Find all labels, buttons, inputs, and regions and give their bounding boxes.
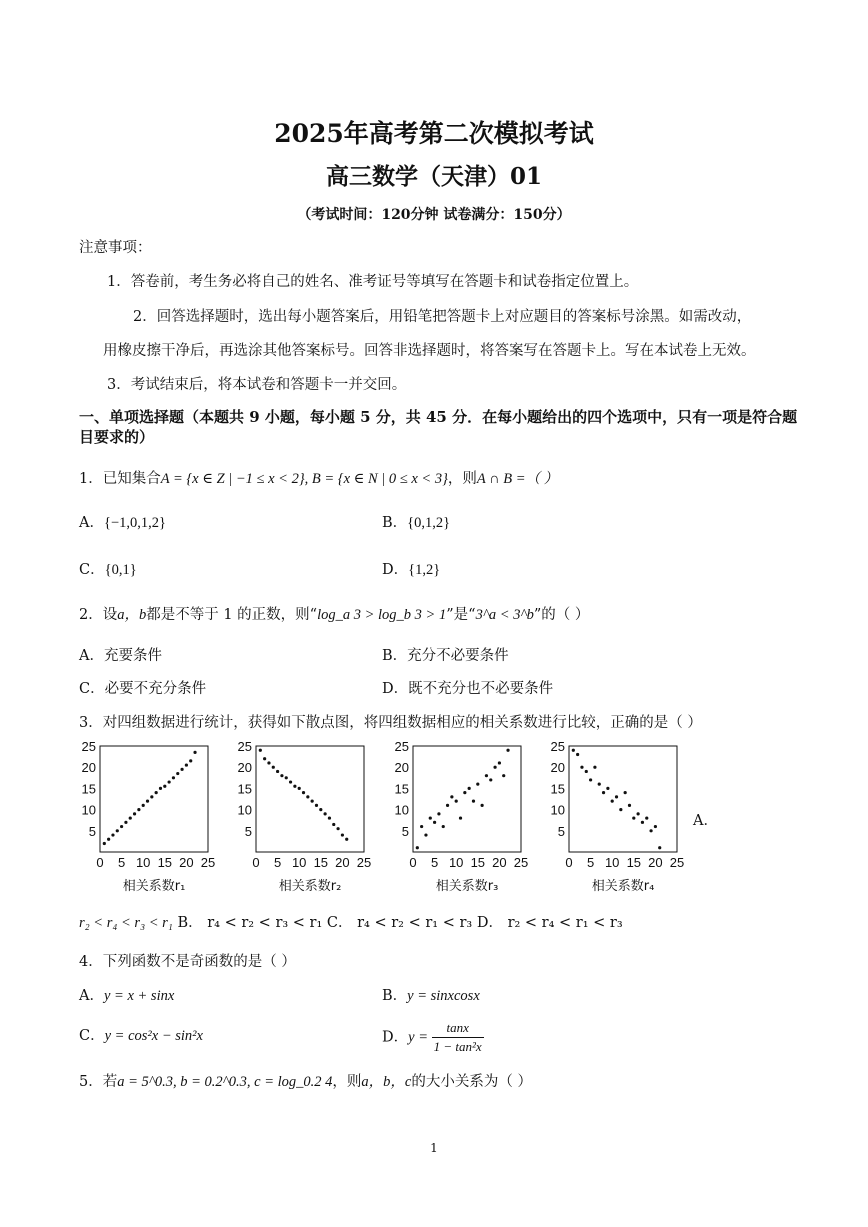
y-tick-label: 25 xyxy=(550,739,565,754)
x-tick-label: 20 xyxy=(648,855,663,870)
data-point xyxy=(285,776,288,779)
data-point xyxy=(124,821,127,824)
q5-values: a = 5^0.3, b = 0.2^0.3, c = log_0.2 4 xyxy=(117,1074,333,1090)
y-tick-label: 5 xyxy=(557,823,565,839)
data-point xyxy=(498,761,501,764)
data-point xyxy=(611,800,614,803)
data-point xyxy=(302,791,305,794)
data-point xyxy=(637,812,640,815)
exam-subtitle: 高三数学（天津）01 xyxy=(325,163,542,190)
question-2: 2．设a，b都是不等于 1 的正数，则“log_a 3 > log_b 3 > 1”是“3^a < 3^b”的（ ） xyxy=(79,607,590,623)
y-tick-label: 10 xyxy=(81,802,96,818)
exam-title: 2025年高考第二次模拟考试 xyxy=(274,119,594,148)
question-3: 3．对四组数据进行统计，获得如下散点图，将四组数据相应的相关系数进行比较，正确的是（ ） xyxy=(79,715,702,731)
data-point xyxy=(416,846,419,849)
q2-option-d: D．既不充分也不必要条件 xyxy=(382,681,554,697)
data-point xyxy=(455,800,458,803)
x-tick-label: 10 xyxy=(448,855,464,870)
data-point xyxy=(168,780,171,783)
data-point xyxy=(433,821,436,824)
data-point xyxy=(150,795,153,798)
x-tick-label: 0 xyxy=(409,855,417,870)
question-1: 1．已知集合A = {x ∈ Z | −1 ≤ x < 2}, B = {x ∈ N | 0 ≤ x < 3}，则A ∩ B =（ ） xyxy=(79,471,559,487)
data-point xyxy=(628,804,631,807)
data-point xyxy=(345,838,348,841)
x-tick-label: 20 xyxy=(179,855,194,870)
x-tick-label: 10 xyxy=(604,855,620,870)
data-point xyxy=(146,800,149,803)
x-tick-label: 0 xyxy=(252,855,260,870)
x-tick-label: 25 xyxy=(513,855,529,870)
plot-frame xyxy=(413,746,521,852)
x-tick-label: 25 xyxy=(356,855,372,870)
data-point xyxy=(103,842,106,845)
y-tick-label: 15 xyxy=(237,781,252,797)
scatter-plot-2 xyxy=(238,739,372,894)
data-point xyxy=(324,812,327,815)
q4-option-c: C．y = cos²x − sin²x xyxy=(79,1028,203,1044)
plot-xlabel: 相关系数r₂ xyxy=(278,879,342,894)
y-tick-label: 5 xyxy=(401,823,409,839)
data-point xyxy=(137,808,140,811)
data-point xyxy=(502,774,505,777)
notice-item-1: 1．答卷前，考生务必将自己的姓名、准考证号等填写在答题卡和试卷指定位置上。 xyxy=(107,274,639,290)
x-tick-label: 25 xyxy=(200,855,216,870)
q2-option-c: C．必要不充分条件 xyxy=(79,681,207,697)
data-point xyxy=(615,795,618,798)
exam-info: （考试时间：120分钟 试卷满分：150分） xyxy=(297,207,571,223)
x-tick-label: 0 xyxy=(96,855,104,870)
data-point xyxy=(580,766,583,769)
q1-option-c: C．{0,1} xyxy=(79,562,137,578)
data-point xyxy=(481,804,484,807)
data-point xyxy=(332,823,335,826)
data-point xyxy=(193,751,196,754)
scatter-plot-3 xyxy=(395,739,529,894)
q4-option-b: B．y = sinxcosx xyxy=(382,988,480,1004)
data-point xyxy=(289,780,292,783)
plot-frame xyxy=(569,746,677,852)
data-point xyxy=(107,838,110,841)
y-tick-label: 20 xyxy=(81,760,96,776)
scatter-plot-1 xyxy=(82,739,216,894)
x-tick-label: 10 xyxy=(291,855,307,870)
data-point xyxy=(489,778,492,781)
data-point xyxy=(468,787,471,790)
plot-xlabel: 相关系数r₃ xyxy=(435,879,499,894)
scatter-plot-4 xyxy=(551,739,685,894)
q2-condition-1: log_a 3 > log_b 3 > 1 xyxy=(317,607,447,623)
data-point xyxy=(272,766,275,769)
plot-frame xyxy=(256,746,364,852)
data-point xyxy=(598,783,601,786)
scatter-plots xyxy=(74,738,714,902)
data-point xyxy=(506,749,509,752)
q4-option-a: A．y = x + sinx xyxy=(79,988,175,1004)
data-point xyxy=(472,800,475,803)
plot-xlabel: 相关系数r₁ xyxy=(122,879,186,894)
section-heading: 一、单项选择题（本题共 9 小题，每小题 5 分，共 45 分．在每小题给出的四个选项中，只有一项是符合题 目要求的） xyxy=(79,408,798,446)
data-point xyxy=(442,825,445,828)
x-tick-label: 20 xyxy=(492,855,507,870)
x-tick-label: 15 xyxy=(470,855,486,870)
plot-xlabel: 相关系数r₄ xyxy=(591,879,655,894)
y-tick-label: 10 xyxy=(237,802,252,818)
data-point xyxy=(293,785,296,788)
data-point xyxy=(185,763,188,766)
q3-option-a: r₂ < r₄ < r₃ < r₁ xyxy=(79,915,173,931)
data-point xyxy=(280,774,283,777)
data-point xyxy=(450,795,453,798)
data-point xyxy=(585,770,588,773)
notice-item-2: 2．回答选择题时，选出每小题答案后，用铅笔把答题卡上对应题目的答案标号涂黑。如需改动， xyxy=(133,309,752,325)
data-point xyxy=(485,774,488,777)
data-point xyxy=(315,804,318,807)
data-point xyxy=(298,787,301,790)
data-point xyxy=(576,753,579,756)
data-point xyxy=(172,776,175,779)
data-point xyxy=(429,816,432,819)
notice-item-3: 3．考试结束后，将本试卷和答题卡一并交回。 xyxy=(107,377,407,393)
data-point xyxy=(328,816,331,819)
data-point xyxy=(276,770,279,773)
x-tick-label: 5 xyxy=(430,855,439,870)
data-point xyxy=(493,766,496,769)
y-tick-label: 15 xyxy=(550,781,565,797)
q4-option-d: D．y = $\frac{\tan x}{\text{1 − tan²x}}$ xyxy=(382,1020,482,1054)
data-point xyxy=(129,816,132,819)
y-tick-label: 5 xyxy=(244,823,252,839)
x-tick-label: 5 xyxy=(273,855,282,870)
data-point xyxy=(267,761,270,764)
data-point xyxy=(120,825,123,828)
x-tick-label: 5 xyxy=(117,855,126,870)
x-tick-label: 15 xyxy=(626,855,642,870)
data-point xyxy=(437,812,440,815)
question-5: 5．若a = 5^0.3, b = 0.2^0.3, c = log_0.2 4，则a，b，c的大小关系为（ ） xyxy=(79,1074,532,1090)
x-tick-label: 10 xyxy=(135,855,151,870)
x-tick-label: 0 xyxy=(565,855,573,870)
data-point xyxy=(624,791,627,794)
data-point xyxy=(133,812,136,815)
data-point xyxy=(319,808,322,811)
data-point xyxy=(459,816,462,819)
q2-option-b: B．充分不必要条件 xyxy=(382,648,509,664)
y-tick-label: 25 xyxy=(81,739,96,754)
data-point xyxy=(306,795,309,798)
x-tick-label: 20 xyxy=(335,855,350,870)
q1-option-b: B．{0,1,2} xyxy=(382,515,451,531)
data-point xyxy=(572,749,575,752)
x-tick-label: 25 xyxy=(669,855,685,870)
x-tick-label: 15 xyxy=(313,855,329,870)
data-point xyxy=(341,833,344,836)
y-tick-label: 5 xyxy=(88,823,96,839)
page-number: 1 xyxy=(430,1141,438,1155)
data-point xyxy=(463,791,466,794)
data-point xyxy=(658,846,661,849)
data-point xyxy=(424,833,427,836)
y-tick-label: 25 xyxy=(237,739,252,754)
q2-option-a: A．充要条件 xyxy=(79,648,162,664)
data-point xyxy=(159,787,162,790)
q2-condition-2: 3^a < 3^b xyxy=(475,607,534,623)
data-point xyxy=(645,816,648,819)
q3-option-a-letter: A． xyxy=(693,813,718,829)
q3-option-c: C． r₄ < r₂ < r₁ < r₃ xyxy=(326,915,473,931)
data-point xyxy=(336,827,339,830)
notice-heading: 注意事项： xyxy=(79,240,152,256)
y-tick-label: 20 xyxy=(394,760,409,776)
notice-item-2-cont: 用橡皮擦干净后，再选涂其他答案标号。回答非选择题时，将答案写在答题卡上。写在本试卷上无效。 xyxy=(103,343,756,359)
data-point xyxy=(619,808,622,811)
data-point xyxy=(593,766,596,769)
y-tick-label: 10 xyxy=(394,802,409,818)
y-tick-label: 10 xyxy=(550,802,565,818)
data-point xyxy=(259,749,262,752)
y-tick-label: 15 xyxy=(81,781,96,797)
data-point xyxy=(163,785,166,788)
data-point xyxy=(602,791,605,794)
data-point xyxy=(641,821,644,824)
data-point xyxy=(189,759,192,762)
data-point xyxy=(589,778,592,781)
data-point xyxy=(311,800,314,803)
data-point xyxy=(476,783,479,786)
q3-options-line xyxy=(79,914,623,932)
data-point xyxy=(606,787,609,790)
data-point xyxy=(649,829,652,832)
q3-option-d: D． r₂ < r₄ < r₁ < r₃ xyxy=(476,915,623,931)
data-point xyxy=(654,825,657,828)
y-tick-label: 25 xyxy=(394,739,409,754)
data-point xyxy=(632,816,635,819)
data-point xyxy=(111,833,114,836)
y-tick-label: 20 xyxy=(237,760,252,776)
y-tick-label: 20 xyxy=(550,760,565,776)
data-point xyxy=(116,829,119,832)
data-point xyxy=(155,791,158,794)
q1-option-a: A．{−1,0,1,2} xyxy=(79,515,166,531)
data-point xyxy=(420,825,423,828)
x-tick-label: 5 xyxy=(586,855,595,870)
data-point xyxy=(142,804,145,807)
y-tick-label: 15 xyxy=(394,781,409,797)
data-point xyxy=(446,804,449,807)
question-4: 4．下列函数不是奇函数的是（ ） xyxy=(79,954,296,970)
q1-sets: A = {x ∈ Z | −1 ≤ x < 2}, B = {x ∈ N | 0 ≤ x < 3} xyxy=(160,471,448,487)
data-point xyxy=(176,772,179,775)
data-point xyxy=(263,757,266,760)
q1-option-d: D．{1,2} xyxy=(382,562,441,578)
x-tick-label: 15 xyxy=(157,855,173,870)
q3-option-b: B． r₄ < r₂ < r₃ < r₁ xyxy=(177,915,323,931)
data-point xyxy=(180,768,183,771)
